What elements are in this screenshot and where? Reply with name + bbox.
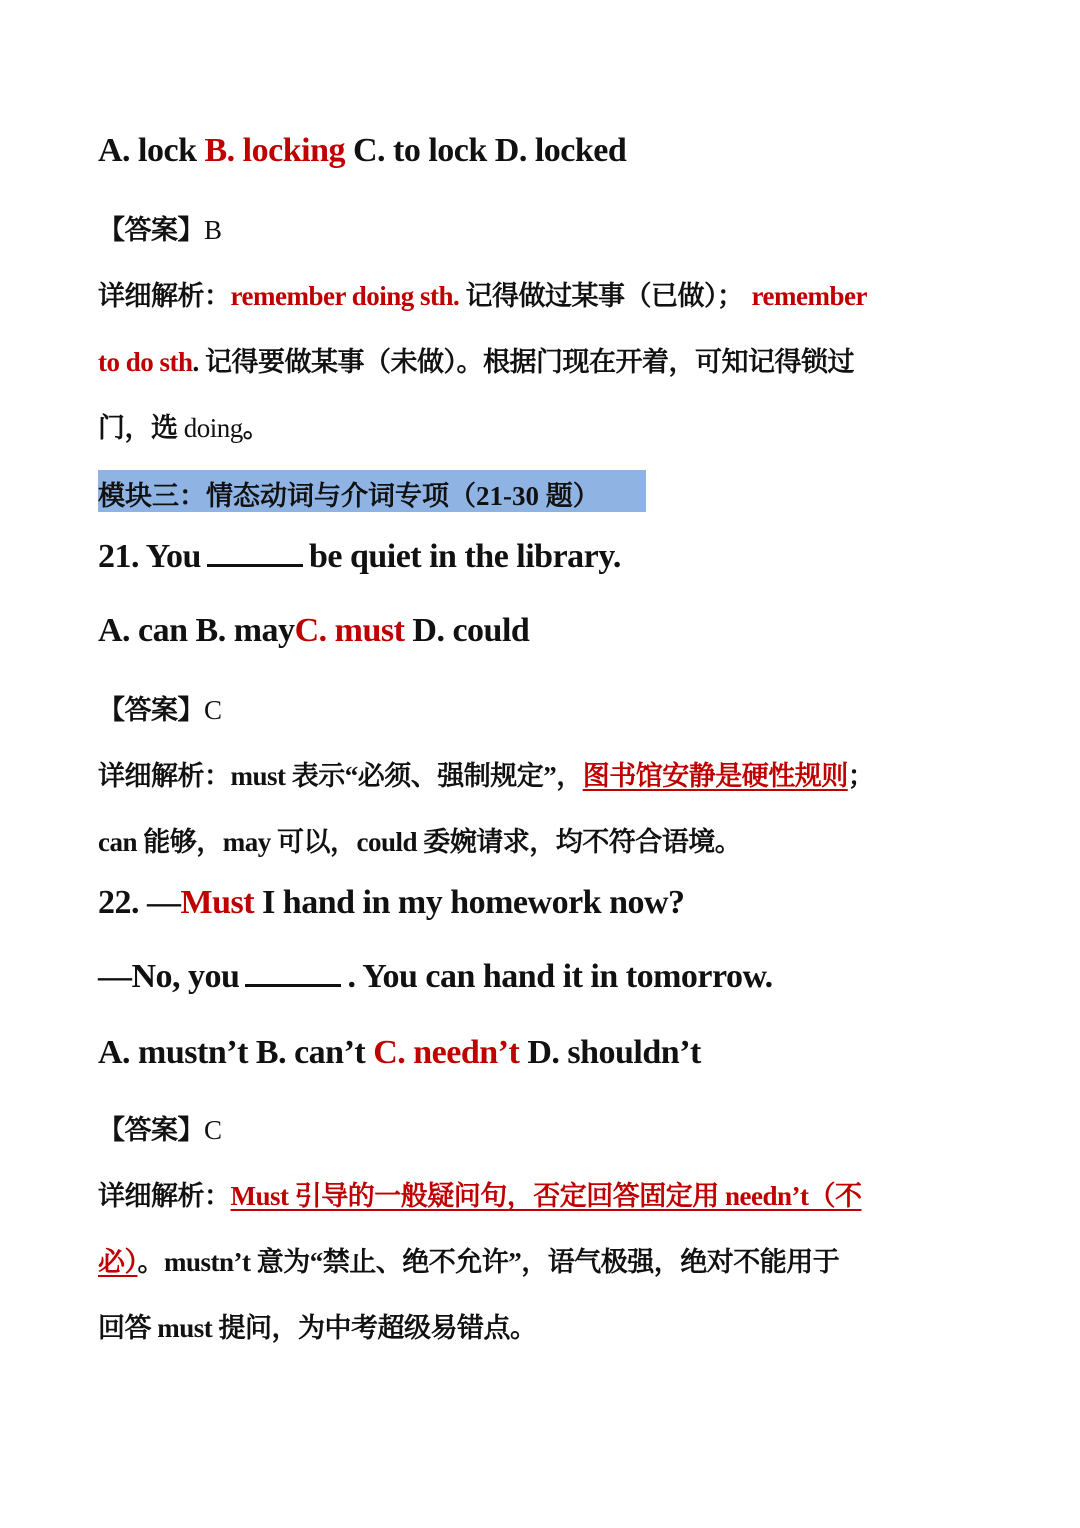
explanation-label: 详细解析： (98, 761, 231, 791)
q20-explanation-text3c: 。 (242, 413, 270, 443)
answer-value: C (204, 695, 222, 725)
answer-label: 【答案】 (98, 215, 204, 245)
answer-value: B (204, 215, 222, 245)
q21-explanation-line2 (98, 820, 741, 859)
q20-explanation-red3: to do sth (98, 347, 193, 377)
q20-option-cd: C. to lock D. locked (344, 132, 627, 169)
q21-explanation-text2: ； (847, 761, 875, 791)
q21-option-ab: A. can B. may (98, 612, 295, 649)
q20-answer (98, 208, 222, 247)
q22-reply-a: —No, you (98, 958, 240, 995)
q22-explanation-line1 (98, 1174, 862, 1213)
q21-explanation-red-underlined: 图书馆安静是硬性规则 (582, 761, 848, 791)
q21-options (98, 612, 529, 650)
q20-explanation-text2: . 记得要做某事（未做）。根据门现在开着，可知记得锁过 (192, 347, 855, 377)
q22-explanation-red-underlined1: Must 引导的一般疑问句，否定回答固定用 needn’t（不 (230, 1181, 862, 1211)
q20-explanation-red1: remember doing sth. (230, 281, 460, 311)
q22-explanation-text1: 。mustn’t 意为“禁止、绝不允许”，语气极强，绝对不能用于 (137, 1247, 840, 1277)
q21-stem-b: be quiet in the library. (308, 538, 621, 575)
q20-options (98, 132, 626, 170)
answer-label: 【答案】 (98, 695, 204, 725)
q22-explanation-line3-text: 回答 must 提问，为中考超级易错点。 (98, 1313, 537, 1343)
q22-blank (245, 983, 341, 987)
answer-label: 【答案】 (98, 1115, 204, 1145)
q20-option-b-correct: B. locking (204, 132, 345, 169)
q21-stem-a: 21. You (98, 538, 201, 575)
q21-option-d: D. could (404, 612, 530, 649)
q22-explanation-red-underlined2: 必） (98, 1247, 138, 1277)
section-title: 模块三：情态动词与介词专项（21-30 题） (98, 481, 600, 511)
q20-explanation-line1 (98, 274, 867, 313)
q21-blank (207, 563, 303, 567)
q20-explanation-red2: remember (751, 281, 867, 311)
q21-option-c-correct: C. must (294, 612, 405, 649)
q22-reply (98, 958, 773, 996)
q21-explanation-text1: must 表示“必须、强制规定”， (230, 761, 583, 791)
q22-stem-red: Must (180, 884, 255, 921)
q22-option-c-correct: C. needn’t (373, 1034, 520, 1071)
q20-explanation-text3a: 门，选 (98, 413, 184, 443)
q21-stem (98, 538, 621, 576)
q20-explanation-text1: 记得做过某事（已做）； (459, 281, 744, 311)
q22-explanation-line2 (98, 1240, 839, 1279)
q22-stem-b: I hand in my homework now? (254, 884, 685, 921)
q22-option-d: D. shouldn’t (519, 1034, 701, 1071)
q20-option-a: A. lock (98, 132, 205, 169)
q20-explanation-line3 (98, 406, 269, 445)
explanation-label: 详细解析： (98, 281, 231, 311)
answer-value: C (204, 1115, 222, 1145)
q22-reply-b: . You can hand it in tomorrow. (347, 958, 773, 995)
q22-answer (98, 1108, 222, 1147)
q22-stem (98, 884, 685, 922)
q22-options (98, 1034, 701, 1072)
q20-explanation-line2 (98, 340, 854, 379)
q21-explanation-line1 (98, 754, 874, 793)
q21-explanation-line2-text: can 能够，may 可以，could 委婉请求，均不符合语境。 (98, 827, 742, 857)
q22-option-ab: A. mustn’t B. can’t (98, 1034, 374, 1071)
q20-explanation-text3b: doing (183, 413, 243, 443)
q22-stem-a: 22. — (98, 884, 181, 921)
q22-explanation-line3 (98, 1306, 537, 1345)
explanation-label: 详细解析： (98, 1181, 231, 1211)
q21-answer (98, 688, 222, 727)
